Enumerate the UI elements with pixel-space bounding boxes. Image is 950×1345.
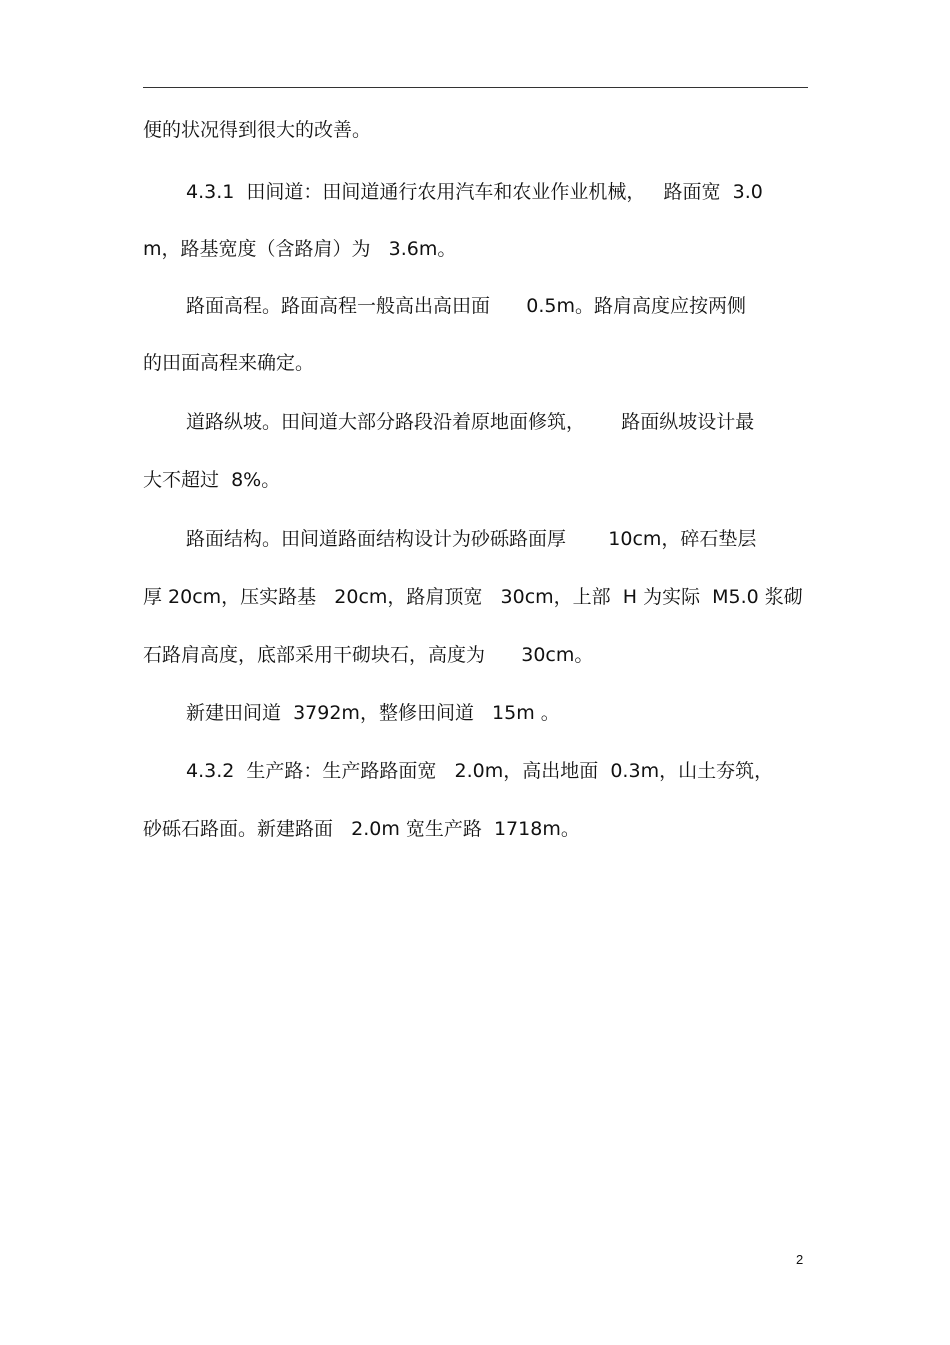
page-number: 2 (796, 1252, 804, 1267)
text-line-6: 道路纵坡。田间道大部分路段沿着原地面修筑， 路面纵坡设计最 (186, 411, 755, 433)
text-line-1: 便的状况得到很大的改善。 (143, 119, 372, 141)
header-divider (143, 87, 808, 88)
text-line-2: 4.3.1 田间道：田间道通行农用汽车和农业作业机械， 路面宽 3.0 (186, 181, 763, 203)
text-line-9: 厚 20cm，压实路基 20cm，路肩顶宽 30cm，上部 H 为实际 M5.0 浆砌 (143, 586, 803, 608)
text-line-11: 新建田间道 3792m，整修田间道 15m 。 (186, 702, 560, 724)
text-line-8: 路面结构。田间道路面结构设计为砂砾路面厚 10cm，碎石垫层 (186, 528, 757, 550)
text-line-12: 4.3.2 生产路：生产路路面宽 2.0m，高出地面 0.3m，山土夯筑， (186, 760, 774, 782)
text-line-4: 路面高程。路面高程一般高出高田面 0.5m。路肩高度应按两侧 (186, 295, 746, 317)
text-line-5: 的田面高程来确定。 (143, 352, 315, 374)
text-line-7: 大不超过 8%。 (143, 469, 281, 491)
text-line-13: 砂砾石路面。新建路面 2.0m 宽生产路 1718m。 (143, 818, 580, 840)
text-line-10: 石路肩高度，底部采用干砌块石，高度为 30cm。 (143, 644, 594, 666)
text-line-3: m，路基宽度（含路肩）为 3.6m。 (143, 238, 457, 260)
